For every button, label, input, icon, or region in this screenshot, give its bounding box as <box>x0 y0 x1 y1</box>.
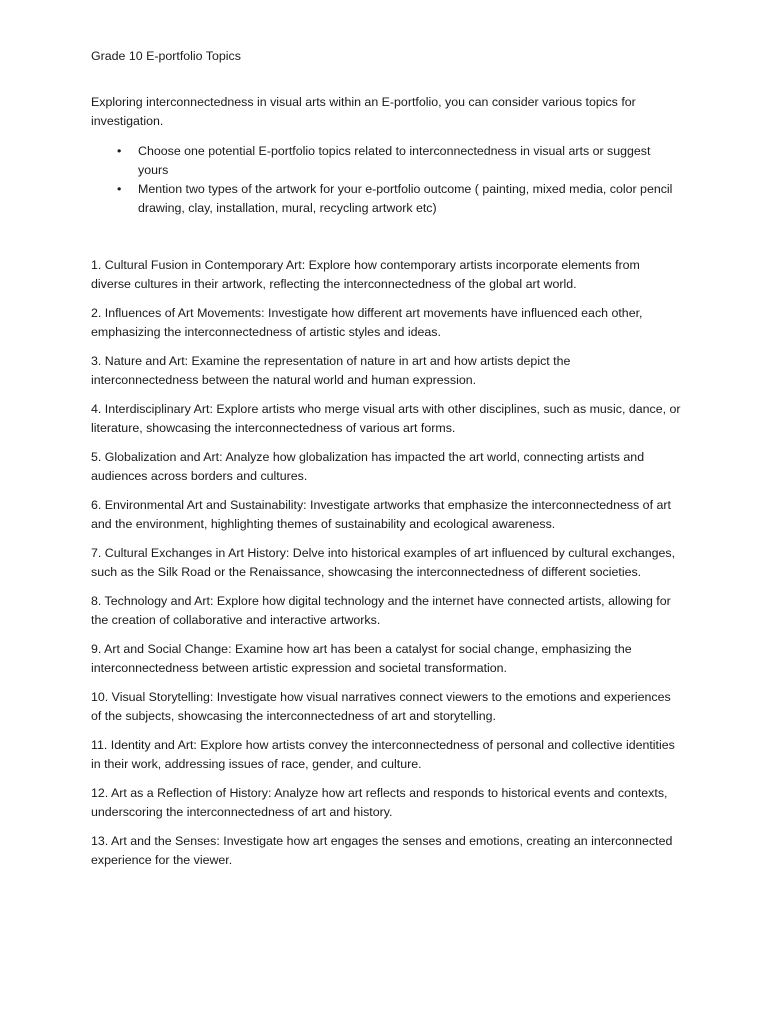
topic-item: 7. Cultural Exchanges in Art History: Delve into historical examples of art influenced by cultural exchanges, such as the Silk Road or the Renaissance, showcasing the interconnectedness of different societies. <box>91 546 676 579</box>
topic-item: 10. Visual Storytelling: Investigate how visual narratives connect viewers to the emotions and experiences of the subjects, showcasing the interconnectedness of art and storytelling. <box>91 690 671 723</box>
topic-item: 1. Cultural Fusion in Contemporary Art: Explore how contemporary artists incorporate elements from diverse cultures in their artwork, reflecting the interconnectedness of the global art world. <box>91 258 640 291</box>
bullet-icon: • <box>117 182 122 196</box>
topic-item: 2. Influences of Art Movements: Investigate how different art movements have influenced each other, emphasizing the interconnectedness of artistic styles and ideas. <box>91 306 643 339</box>
topic-item: 5. Globalization and Art: Analyze how globalization has impacted the art world, connecting artists and audiences across borders and cultures. <box>91 450 645 483</box>
topic-item: 4. Interdisciplinary Art: Explore artists who merge visual arts with other disciplines, such as music, dance, or literature, showcasing the interconnectedness of various art forms. <box>91 402 681 435</box>
topic-item: 6. Environmental Art and Sustainability: Investigate artworks that emphasize the interconnectedness of art and the environment, highlighting themes of sustainability and ecological awareness. <box>91 498 671 531</box>
topic-item: 8. Technology and Art: Explore how digital technology and the internet have connected artists, allowing for the creation of collaborative and interactive artworks. <box>91 594 671 627</box>
topics-list <box>91 256 681 880</box>
topic-item: 9. Art and Social Change: Examine how art has been a catalyst for social change, emphasizing the interconnectedness between artistic expression and societal transformation. <box>91 642 632 675</box>
instruction-text: Choose one potential E-portfolio topics related to interconnectedness in visual arts or suggest yours <box>138 144 651 177</box>
instruction-item <box>91 142 681 180</box>
topic-item: 13. Art and the Senses: Investigate how art engages the senses and emotions, creating an interconnected experience for the viewer. <box>91 834 673 867</box>
instruction-text: Mention two types of the artwork for your e-portfolio outcome ( painting, mixed media, color pencil drawing, clay, installation, mural, recycling artwork etc) <box>138 182 673 215</box>
intro-paragraph: Exploring interconnectedness in visual arts within an E-portfolio, you can consider various topics for investigation. <box>91 95 636 128</box>
topic-item: 12. Art as a Reflection of History: Analyze how art reflects and responds to historical events and contexts, underscoring the interconnectedness of art and history. <box>91 786 668 819</box>
document-title: Grade 10 E-portfolio Topics <box>91 49 241 63</box>
topic-item: 11. Identity and Art: Explore how artists convey the interconnectedness of personal and collective identities in their work, addressing issues of race, gender, and culture. <box>91 738 675 771</box>
instruction-list <box>91 142 681 218</box>
topic-item: 3. Nature and Art: Examine the representation of nature in art and how artists depict the interconnectedness between the natural world and human expression. <box>91 354 571 387</box>
instruction-item <box>91 180 681 218</box>
bullet-icon: • <box>117 144 122 158</box>
